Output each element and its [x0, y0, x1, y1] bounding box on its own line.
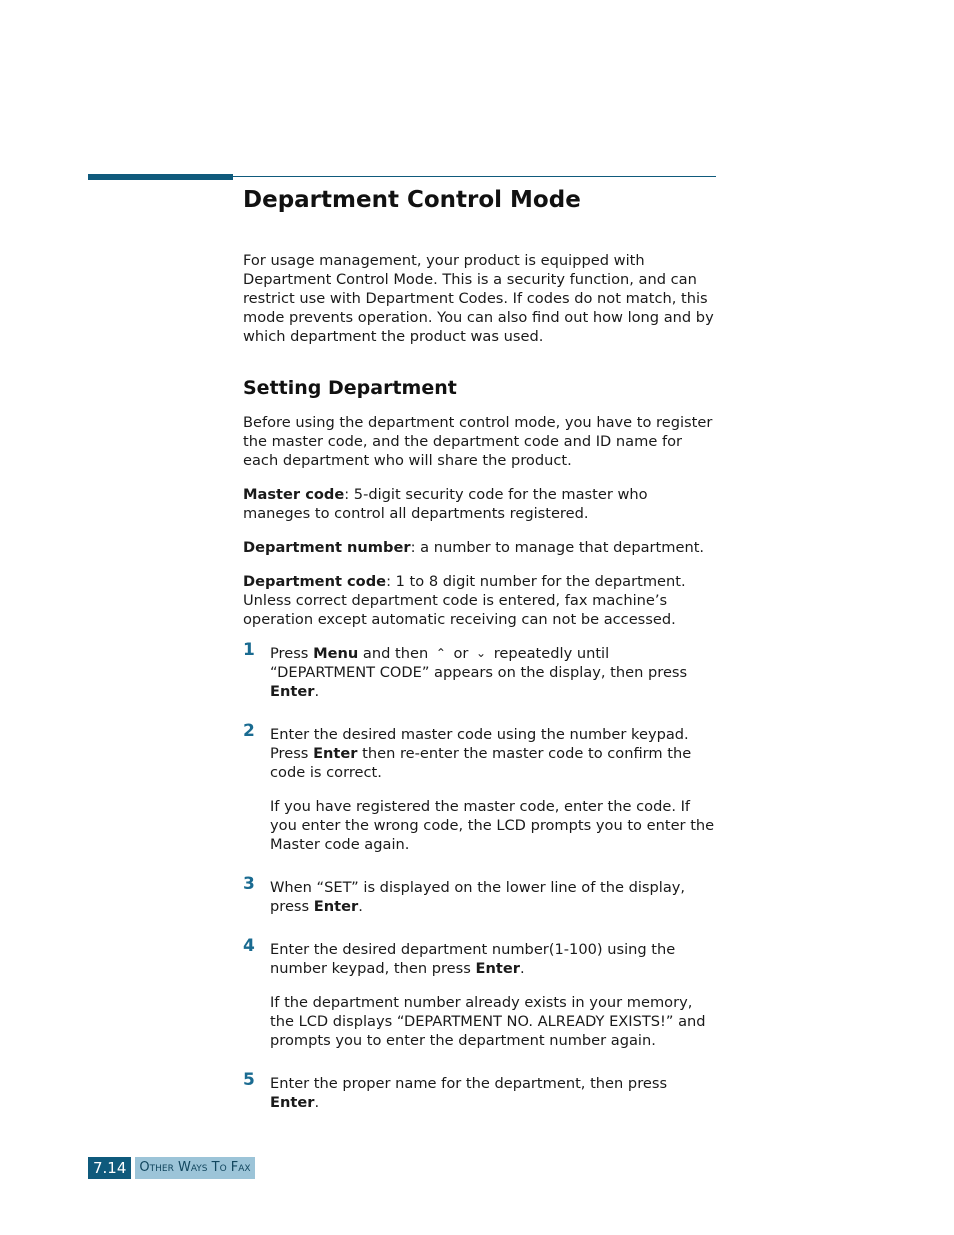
step-5 — [243, 1070, 718, 1112]
step-text: When “SET” is displayed on the lower line of the display, press Enter. — [270, 879, 686, 915]
step-number: 4 — [243, 936, 255, 956]
definition-term: Department number — [243, 539, 411, 556]
step-text: Enter the desired master code using the number keypad. Press Enter then re-enter the master code to confirm the code is correct. — [270, 726, 692, 781]
header-rule-thick — [88, 174, 233, 180]
page-number: 7.14 — [88, 1157, 131, 1179]
definition-department-number — [243, 538, 718, 557]
step-number: 1 — [243, 640, 255, 660]
intro-paragraph: For usage management, your product is equipped with Department Control Mode. This is a security function, and can restrict use with Department Codes. If codes do not match, this mode prevents operation. You can also find out how long and by which department the product was used. — [243, 252, 714, 345]
step-text: Enter the proper name for the department, then press Enter. — [270, 1075, 668, 1111]
page-title: Department Control Mode — [243, 187, 581, 213]
page-content — [243, 184, 718, 1112]
step-4 — [243, 936, 718, 1050]
definition-text: : a number to manage that department. — [410, 539, 705, 556]
header-rule-thin — [233, 176, 716, 177]
definition-master-code — [243, 485, 718, 523]
definition-text: : 5-digit security code for the master who maneges to control all departments registered. — [243, 486, 648, 522]
step-2 — [243, 721, 718, 854]
before-paragraph: Before using the department control mode, you have to register the master code, and the department code and ID name for each department who will share the product. — [243, 414, 713, 469]
definition-term: Department code — [243, 573, 387, 590]
step-number: 3 — [243, 874, 255, 894]
definition-text: : 1 to 8 digit number for the department. Unless correct department code is entered, fax machine’s operation except automatic receiving can not be accessed. — [243, 573, 686, 628]
step-text: Enter the desired department number(1-100) using the number keypad, then press Enter. — [270, 941, 676, 977]
step-note: If you have registered the master code, enter the code. If you enter the wrong code, the LCD prompts you to enter the Master code again. — [270, 798, 715, 853]
steps-list — [243, 640, 718, 1112]
section-heading: Setting Department — [243, 377, 457, 399]
up-arrow-icon: ⌃ — [435, 646, 446, 660]
step-number: 2 — [243, 721, 255, 741]
step-3 — [243, 874, 718, 916]
down-arrow-icon: ⌄ — [476, 646, 487, 660]
definition-department-code — [243, 572, 718, 629]
footer-section-title: Other Ways To Fax — [135, 1157, 254, 1179]
step-text: Press Menu and then ⌃ or ⌄ repeatedly until “DEPARTMENT CODE” appears on the display, then press Enter. — [270, 645, 688, 700]
step-note: If the department number already exists in your memory, the LCD displays “DEPARTMENT NO. ALREADY EXISTS!” and prompts you to enter the department number again. — [270, 994, 706, 1049]
step-1 — [243, 640, 718, 701]
page-footer — [88, 1157, 255, 1179]
step-number: 5 — [243, 1070, 255, 1090]
definition-term: Master code — [243, 486, 345, 503]
definitions — [243, 485, 718, 629]
